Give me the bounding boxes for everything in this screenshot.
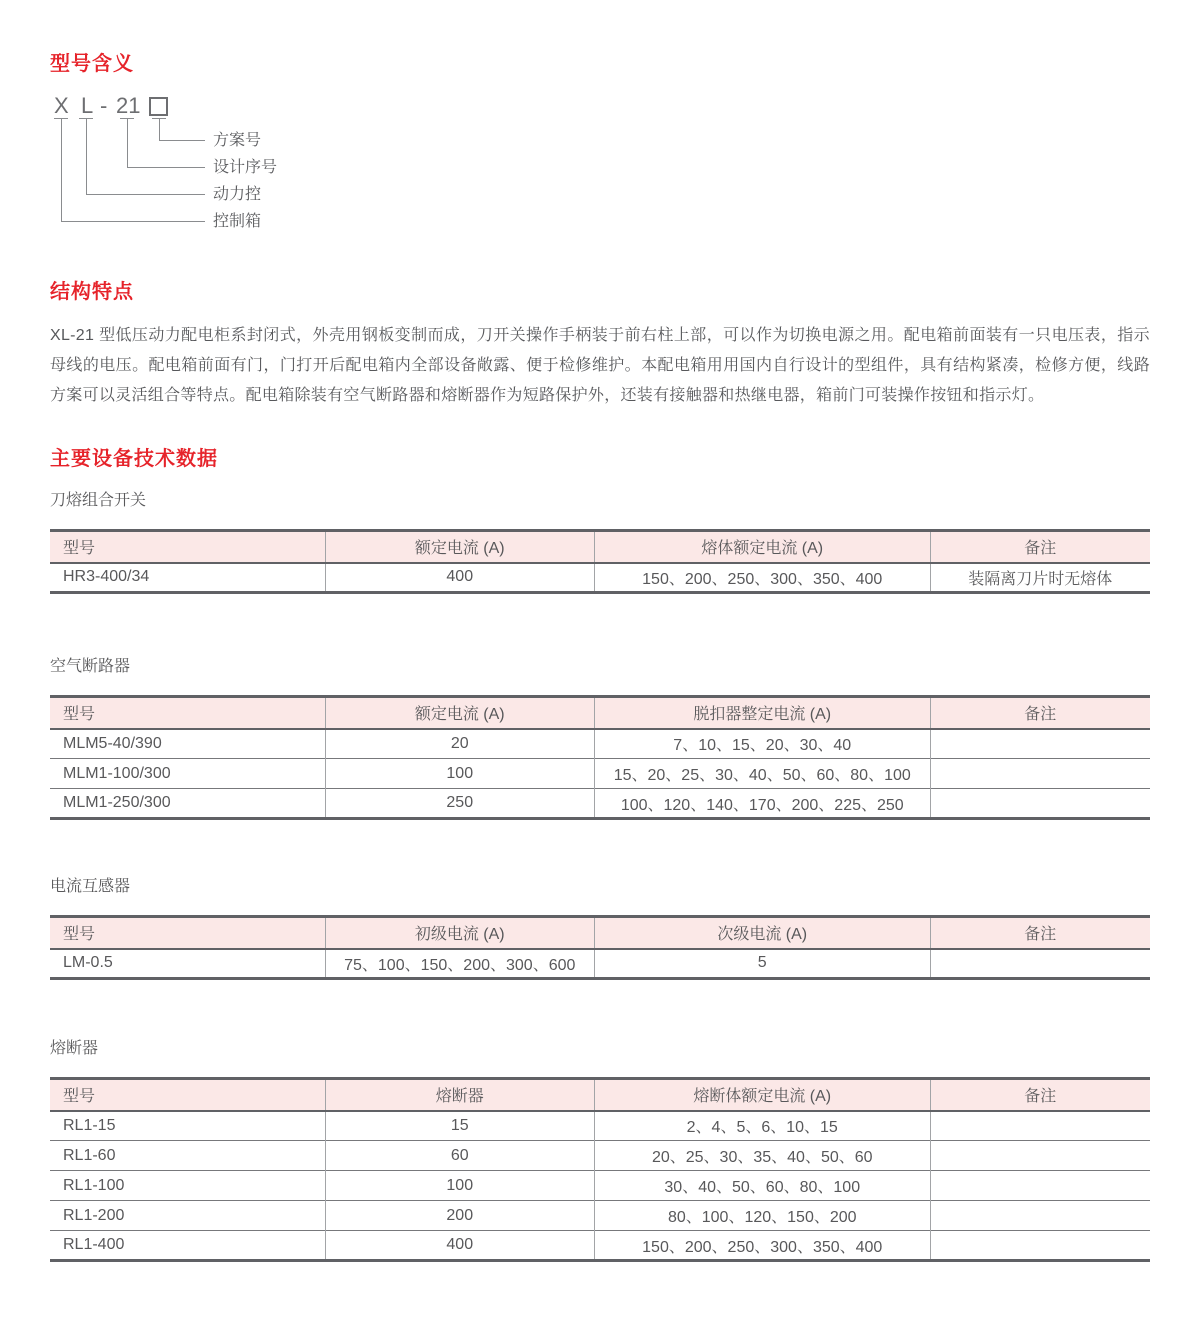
table-row (50, 563, 1150, 593)
section-title-structure-features: 结构特点 (50, 281, 134, 303)
model-code-diagram (50, 94, 1150, 242)
fuse-table (50, 1077, 1150, 1262)
table-cell: 100、120、140、170、200、225、250 (595, 789, 931, 819)
table-cell: 15 (325, 1111, 595, 1141)
subtitle-knife-fuse-switch: 刀熔组合开关 (50, 492, 147, 509)
table-cell (930, 759, 1150, 789)
table-cell (930, 1171, 1150, 1201)
diagram-label-scheme-number: 方案号 (213, 132, 262, 149)
table-header-cell: 备注 (930, 531, 1150, 563)
table-cell: 400 (325, 563, 595, 593)
scheme-placeholder-box-icon (149, 97, 168, 116)
table-cell (930, 789, 1150, 819)
table-cell: 150、200、250、300、350、400 (595, 1231, 931, 1261)
table-cell: LM-0.5 (63, 954, 113, 972)
table-header-cell: 熔断体额定电流 (A) (595, 1079, 931, 1111)
table-cell: 30、40、50、60、80、100 (595, 1171, 931, 1201)
table-row (50, 1201, 1150, 1231)
table-cell: 20 (325, 729, 595, 759)
table-row (50, 949, 1150, 979)
subtitle-current-transformer: 电流互感器 (50, 878, 131, 895)
section-title-tech-data: 主要设备技术数据 (50, 448, 218, 470)
model-char-21: 21 (116, 93, 141, 118)
table-cell: RL1-400 (50, 1231, 325, 1261)
table-cell: 15、20、25、30、40、50、60、80、100 (595, 759, 931, 789)
table-cell: 2、4、5、6、10、15 (595, 1111, 931, 1141)
diagram-label-power-control: 动力控 (213, 186, 262, 203)
table-header-cell: 备注 (930, 697, 1150, 729)
model-char-x: X (54, 93, 69, 118)
table-header-cell: 型号 (50, 917, 325, 949)
model-char-l: L (81, 93, 94, 118)
table-header-cell: 额定电流 (A) (325, 531, 595, 563)
table-cell: 400 (325, 1231, 595, 1261)
subtitle-fuse: 熔断器 (50, 1040, 99, 1057)
diagram-label-design-serial: 设计序号 (213, 159, 278, 176)
table-cell: 150、200、250、300、350、400 (595, 563, 931, 593)
table-header-row (50, 917, 1150, 949)
table-cell (930, 1141, 1150, 1171)
table-header-cell: 脱扣器整定电流 (A) (595, 697, 931, 729)
table-cell: 7、10、15、20、30、40 (595, 729, 931, 759)
table-cell (930, 949, 1150, 979)
table-row (50, 729, 1150, 759)
table-row (50, 789, 1150, 819)
table-cell: 100 (325, 1171, 595, 1201)
table-cell: 20、25、30、35、40、50、60 (595, 1141, 931, 1171)
table-cell: MLM1-250/300 (50, 789, 325, 819)
table-cell: MLM5-40/390 (63, 734, 162, 752)
table-header-cell: 初级电流 (A) (325, 917, 595, 949)
table-header-cell: 型号 (50, 697, 325, 729)
air-circuit-breaker-table (50, 695, 1150, 820)
table-cell: 100 (325, 759, 595, 789)
table-cell: 200 (325, 1201, 595, 1231)
section-title-model-meaning: 型号含义 (50, 53, 134, 75)
table-cell (930, 729, 1150, 759)
table-cell: 75、100、150、200、300、600 (325, 949, 595, 979)
table-header-cell: 熔断器 (325, 1079, 595, 1111)
table-cell: 80、100、120、150、200 (595, 1201, 931, 1231)
table-cell: 5 (595, 949, 931, 979)
table-cell: RL1-60 (50, 1141, 325, 1171)
table-cell: RL1-15 (63, 1116, 116, 1134)
table-cell: 250 (325, 789, 595, 819)
table-header-cell: 次级电流 (A) (595, 917, 931, 949)
table-cell: 装隔离刀片时无熔体 (930, 563, 1150, 593)
table-header-cell: 型号 (50, 1079, 325, 1111)
table-cell: 60 (325, 1141, 595, 1171)
current-transformer-table (50, 915, 1150, 980)
knife-fuse-switch-table (50, 529, 1150, 594)
table-cell: MLM1-100/300 (50, 759, 325, 789)
table-header-cell: 型号 (50, 531, 325, 563)
table-header-cell: 额定电流 (A) (325, 697, 595, 729)
table-header-cell: 熔体额定电流 (A) (595, 531, 931, 563)
table-header-cell: 备注 (930, 1079, 1150, 1111)
table-header-row (50, 1079, 1150, 1111)
table-row (50, 1171, 1150, 1201)
table-cell (930, 1201, 1150, 1231)
structure-paragraph: XL-21 型低压动力配电柜系封闭式，外壳用钢板变制而成，刀开关操作手柄装于前右柱上部，可以作为切换电源之用。配电箱前面装有一只电压表，指示母线的电压。配电箱前面有门，门打开后配电箱内全部设备敞露、便于检修维护。本配电箱用用国内自行设计的型组件，具有结构紧凑，检修方便，线路方案可以灵活组合等特点。配电箱除装有空气断路器和熔断器作为短路保护外，还装有接触器和热继电器，箱前门可装操作按钮和指示灯。 (50, 327, 1150, 404)
table-cell (930, 1231, 1150, 1261)
table-cell: HR3-400/34 (63, 568, 150, 586)
table-cell: RL1-200 (50, 1201, 325, 1231)
table-row (50, 759, 1150, 789)
connector-line-control (61, 118, 205, 222)
table-row (50, 1231, 1150, 1261)
table-cell (930, 1111, 1150, 1141)
table-header-row (50, 531, 1150, 563)
subtitle-air-circuit-breaker: 空气断路器 (50, 658, 131, 675)
diagram-label-control-box: 控制箱 (213, 213, 262, 230)
table-header-cell: 备注 (930, 917, 1150, 949)
table-header-row (50, 697, 1150, 729)
table-cell: RL1-100 (50, 1171, 325, 1201)
model-char-dash: - (100, 93, 108, 118)
table-row (50, 1111, 1150, 1141)
table-row (50, 1141, 1150, 1171)
